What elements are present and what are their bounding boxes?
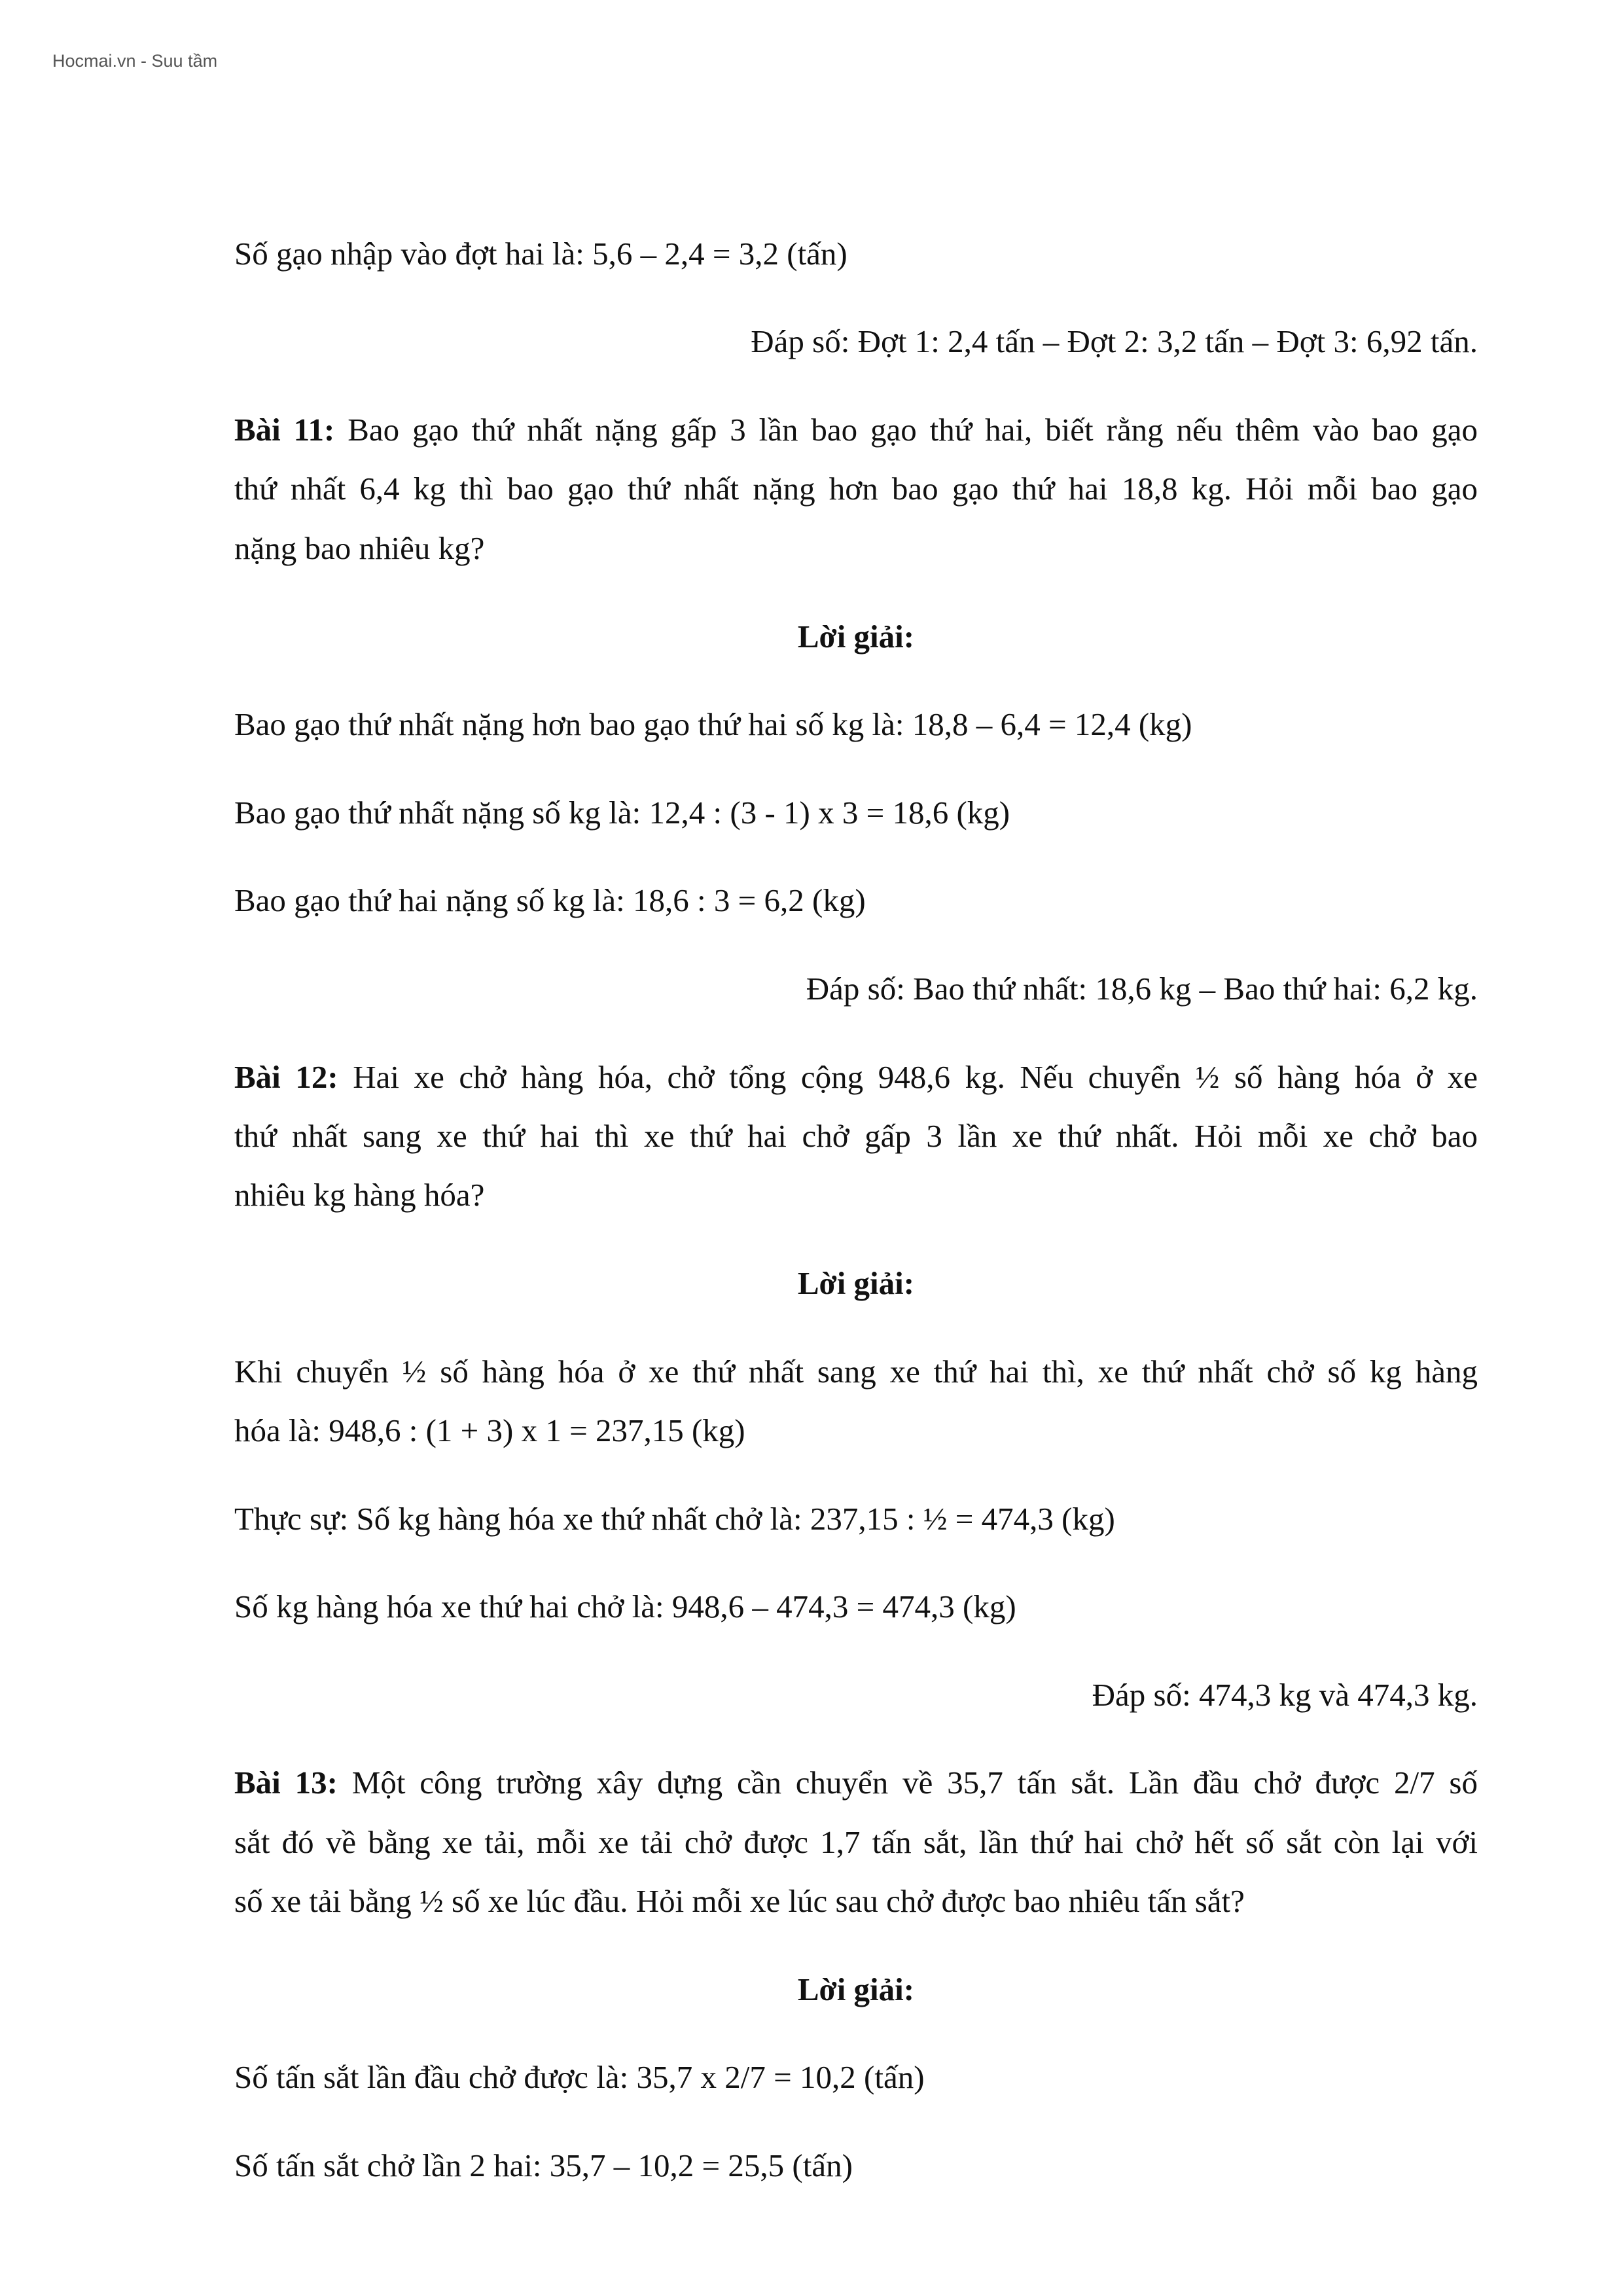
text-line: Số tấn sắt lần đầu chở được là: 35,7 x 2/7 = 10,2 (tấn)	[234, 2059, 925, 2095]
problem-11-text: Bao gạo thứ nhất nặng gấp 3 lần bao gạo thứ hai, biết rằng nếu thêm vào bao gạo	[348, 412, 1478, 448]
problem-12-line-1	[234, 1058, 1478, 1097]
text-line: nhiêu kg hàng hóa?	[234, 1177, 485, 1213]
solution-heading: Lời giải:	[797, 1971, 915, 2007]
problem-13-label: Bài 13:	[234, 1765, 338, 1801]
text-line: Số gạo nhập vào đợt hai là: 5,6 – 2,4 = 3,2 (tấn)	[234, 236, 847, 272]
text-line: Bao gạo thứ nhất nặng hơn bao gạo thứ hai số kg là: 18,8 – 6,4 = 12,4 (kg)	[234, 706, 1192, 742]
text-line: Khi chuyển ½ số hàng hóa ở xe thứ nhất sang xe thứ hai thì, xe thứ nhất chở số kg hàng	[234, 1354, 1478, 1390]
text-line: nặng bao nhiêu kg?	[234, 530, 485, 566]
text-line: Số kg hàng hóa xe thứ hai chở là: 948,6 – 474,3 = 474,3 (kg)	[234, 1588, 1016, 1624]
problem-12-label: Bài 12:	[234, 1059, 338, 1095]
text-line: hóa là: 948,6 : (1 + 3) x 1 = 237,15 (kg)	[234, 1412, 745, 1448]
text-line: Thực sự: Số kg hàng hóa xe thứ nhất chở là: 237,15 : ½ = 474,3 (kg)	[234, 1501, 1115, 1537]
text-line: số xe tải bằng ½ số xe lúc đầu. Hỏi mỗi xe lúc sau chở được bao nhiêu tấn sắt?	[234, 1883, 1245, 1919]
problem-13-text: Một công trường xây dựng cần chuyển về 35,7 tấn sắt. Lần đầu chở được 2/7 số	[351, 1765, 1478, 1801]
problem-12-text: Hai xe chở hàng hóa, chở tổng cộng 948,6 kg. Nếu chuyển ½ số hàng hóa ở xe	[353, 1059, 1478, 1095]
problem-11-label: Bài 11:	[234, 412, 335, 448]
text-line: Bao gạo thứ hai nặng số kg là: 18,6 : 3 = 6,2 (kg)	[234, 882, 866, 918]
text-line: Số tấn sắt chở lần 2 hai: 35,7 – 10,2 = 25,5 (tấn)	[234, 2147, 853, 2183]
solution-heading: Lời giải:	[797, 619, 915, 655]
text-line: thứ nhất 6,4 kg thì bao gạo thứ nhất nặng hơn bao gạo thứ hai 18,8 kg. Hỏi mỗi bao gạo	[234, 471, 1478, 507]
answer-line: Đáp số: 474,3 kg và 474,3 kg.	[1092, 1677, 1478, 1713]
solution-heading: Lời giải:	[797, 1265, 915, 1301]
text-line: sắt đó về bằng xe tải, mỗi xe tải chở được 1,7 tấn sắt, lần thứ hai chở hết số sắt còn lại với	[234, 1824, 1478, 1860]
problem-13-line-1	[234, 1763, 1478, 1803]
source-watermark: Hocmai.vn - Suu tầm	[52, 51, 218, 71]
text-line: thứ nhất sang xe thứ hai thì xe thứ hai chở gấp 3 lần xe thứ nhất. Hỏi mỗi xe chở bao	[234, 1118, 1478, 1154]
answer-line: Đáp số: Đợt 1: 2,4 tấn – Đợt 2: 3,2 tấn – Đợt 3: 6,92 tấn.	[751, 323, 1478, 359]
problem-11-line-1	[234, 410, 1478, 450]
text-line: Bao gạo thứ nhất nặng số kg là: 12,4 : (3 - 1) x 3 = 18,6 (kg)	[234, 795, 1010, 831]
answer-line: Đáp số: Bao thứ nhất: 18,6 kg – Bao thứ hai: 6,2 kg.	[806, 971, 1478, 1007]
